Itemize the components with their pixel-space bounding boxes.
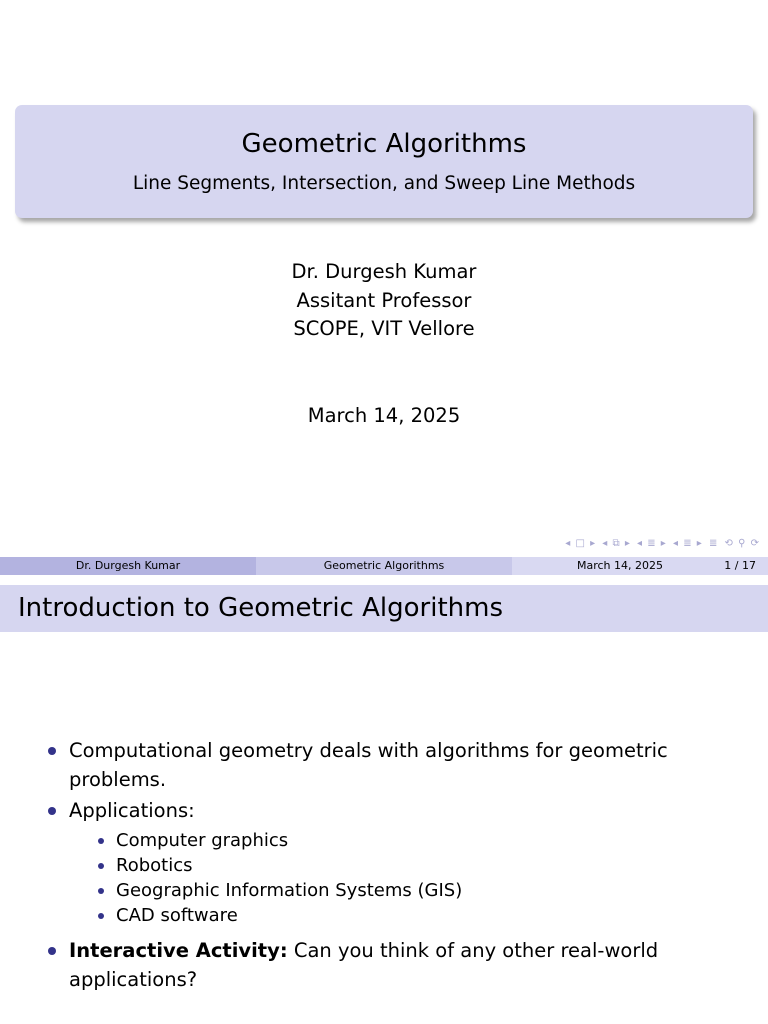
footer-date-page — [512, 557, 768, 575]
sub-bullet-item — [116, 903, 238, 928]
sub-bullet-icon — [98, 913, 104, 919]
footer-date: March 14, 2025 — [577, 559, 664, 572]
sub-bullet-item — [116, 853, 192, 878]
bullet-text: applications? — [69, 968, 198, 991]
bullet-icon — [48, 947, 56, 955]
author-name: Dr. Durgesh Kumar — [291, 260, 477, 283]
beamer-navigation-symbols[interactable] — [563, 538, 760, 549]
nav-document-icon[interactable]: ≣ — [708, 538, 719, 549]
sub-bullet-icon — [98, 888, 104, 894]
bullet-item — [69, 736, 709, 794]
bullet-icon — [48, 807, 56, 815]
sub-bullet-item — [116, 878, 462, 903]
sub-bullet-text: CAD software — [116, 905, 238, 926]
nav-subsection-icon[interactable]: ◂ ≣ ▸ — [637, 538, 667, 549]
bullet-icon — [48, 747, 56, 755]
bullet-item — [69, 796, 709, 825]
author-block — [0, 258, 768, 344]
bullet-text-rest: Can you think of any other real-world — [287, 939, 659, 962]
footer-title: Geometric Algorithms — [256, 557, 512, 575]
bullet-text — [69, 936, 709, 965]
nav-frame-icon[interactable]: ◂ ⧉ ▸ — [602, 538, 631, 549]
nav-prev-slide-icon[interactable]: ◂ □ ▸ — [565, 538, 597, 549]
sub-bullet-text: Computer graphics — [116, 830, 289, 851]
sub-bullet-text: Geographic Information Systems (GIS) — [116, 880, 463, 901]
sub-bullet-icon — [98, 863, 104, 869]
footer-author: Dr. Durgesh Kumar — [0, 557, 256, 575]
author-institute: SCOPE, VIT Vellore — [293, 317, 475, 340]
title-block — [15, 105, 753, 218]
nav-search-icon[interactable]: ⟲ ⚲ ⟳ — [724, 538, 760, 549]
presentation-title: Geometric Algorithms — [241, 129, 527, 159]
footline — [0, 557, 768, 575]
bullet-text: Applications: — [69, 799, 195, 822]
bullet-text: problems. — [69, 768, 167, 791]
bullet-item — [69, 936, 709, 994]
sub-bullet-icon — [98, 838, 104, 844]
sub-bullet-item — [116, 828, 288, 853]
frame-title: Introduction to Geometric Algorithms — [18, 593, 503, 623]
presentation-subtitle: Line Segments, Intersection, and Sweep Line Methods — [132, 173, 636, 194]
presentation-date: March 14, 2025 — [307, 404, 461, 427]
nav-section-icon[interactable]: ◂ ≣ ▸ — [673, 538, 703, 549]
author-position: Assitant Professor — [296, 288, 472, 312]
bullet-bold-label: Interactive Activity: — [69, 939, 288, 962]
footer-page-number: 1 / 17 — [724, 559, 756, 572]
bullet-text: Computational geometry deals with algorithms for geometric — [69, 739, 668, 762]
sub-bullet-text: Robotics — [116, 855, 193, 876]
intro-slide — [0, 576, 768, 1024]
frame-title-bar — [0, 585, 768, 632]
